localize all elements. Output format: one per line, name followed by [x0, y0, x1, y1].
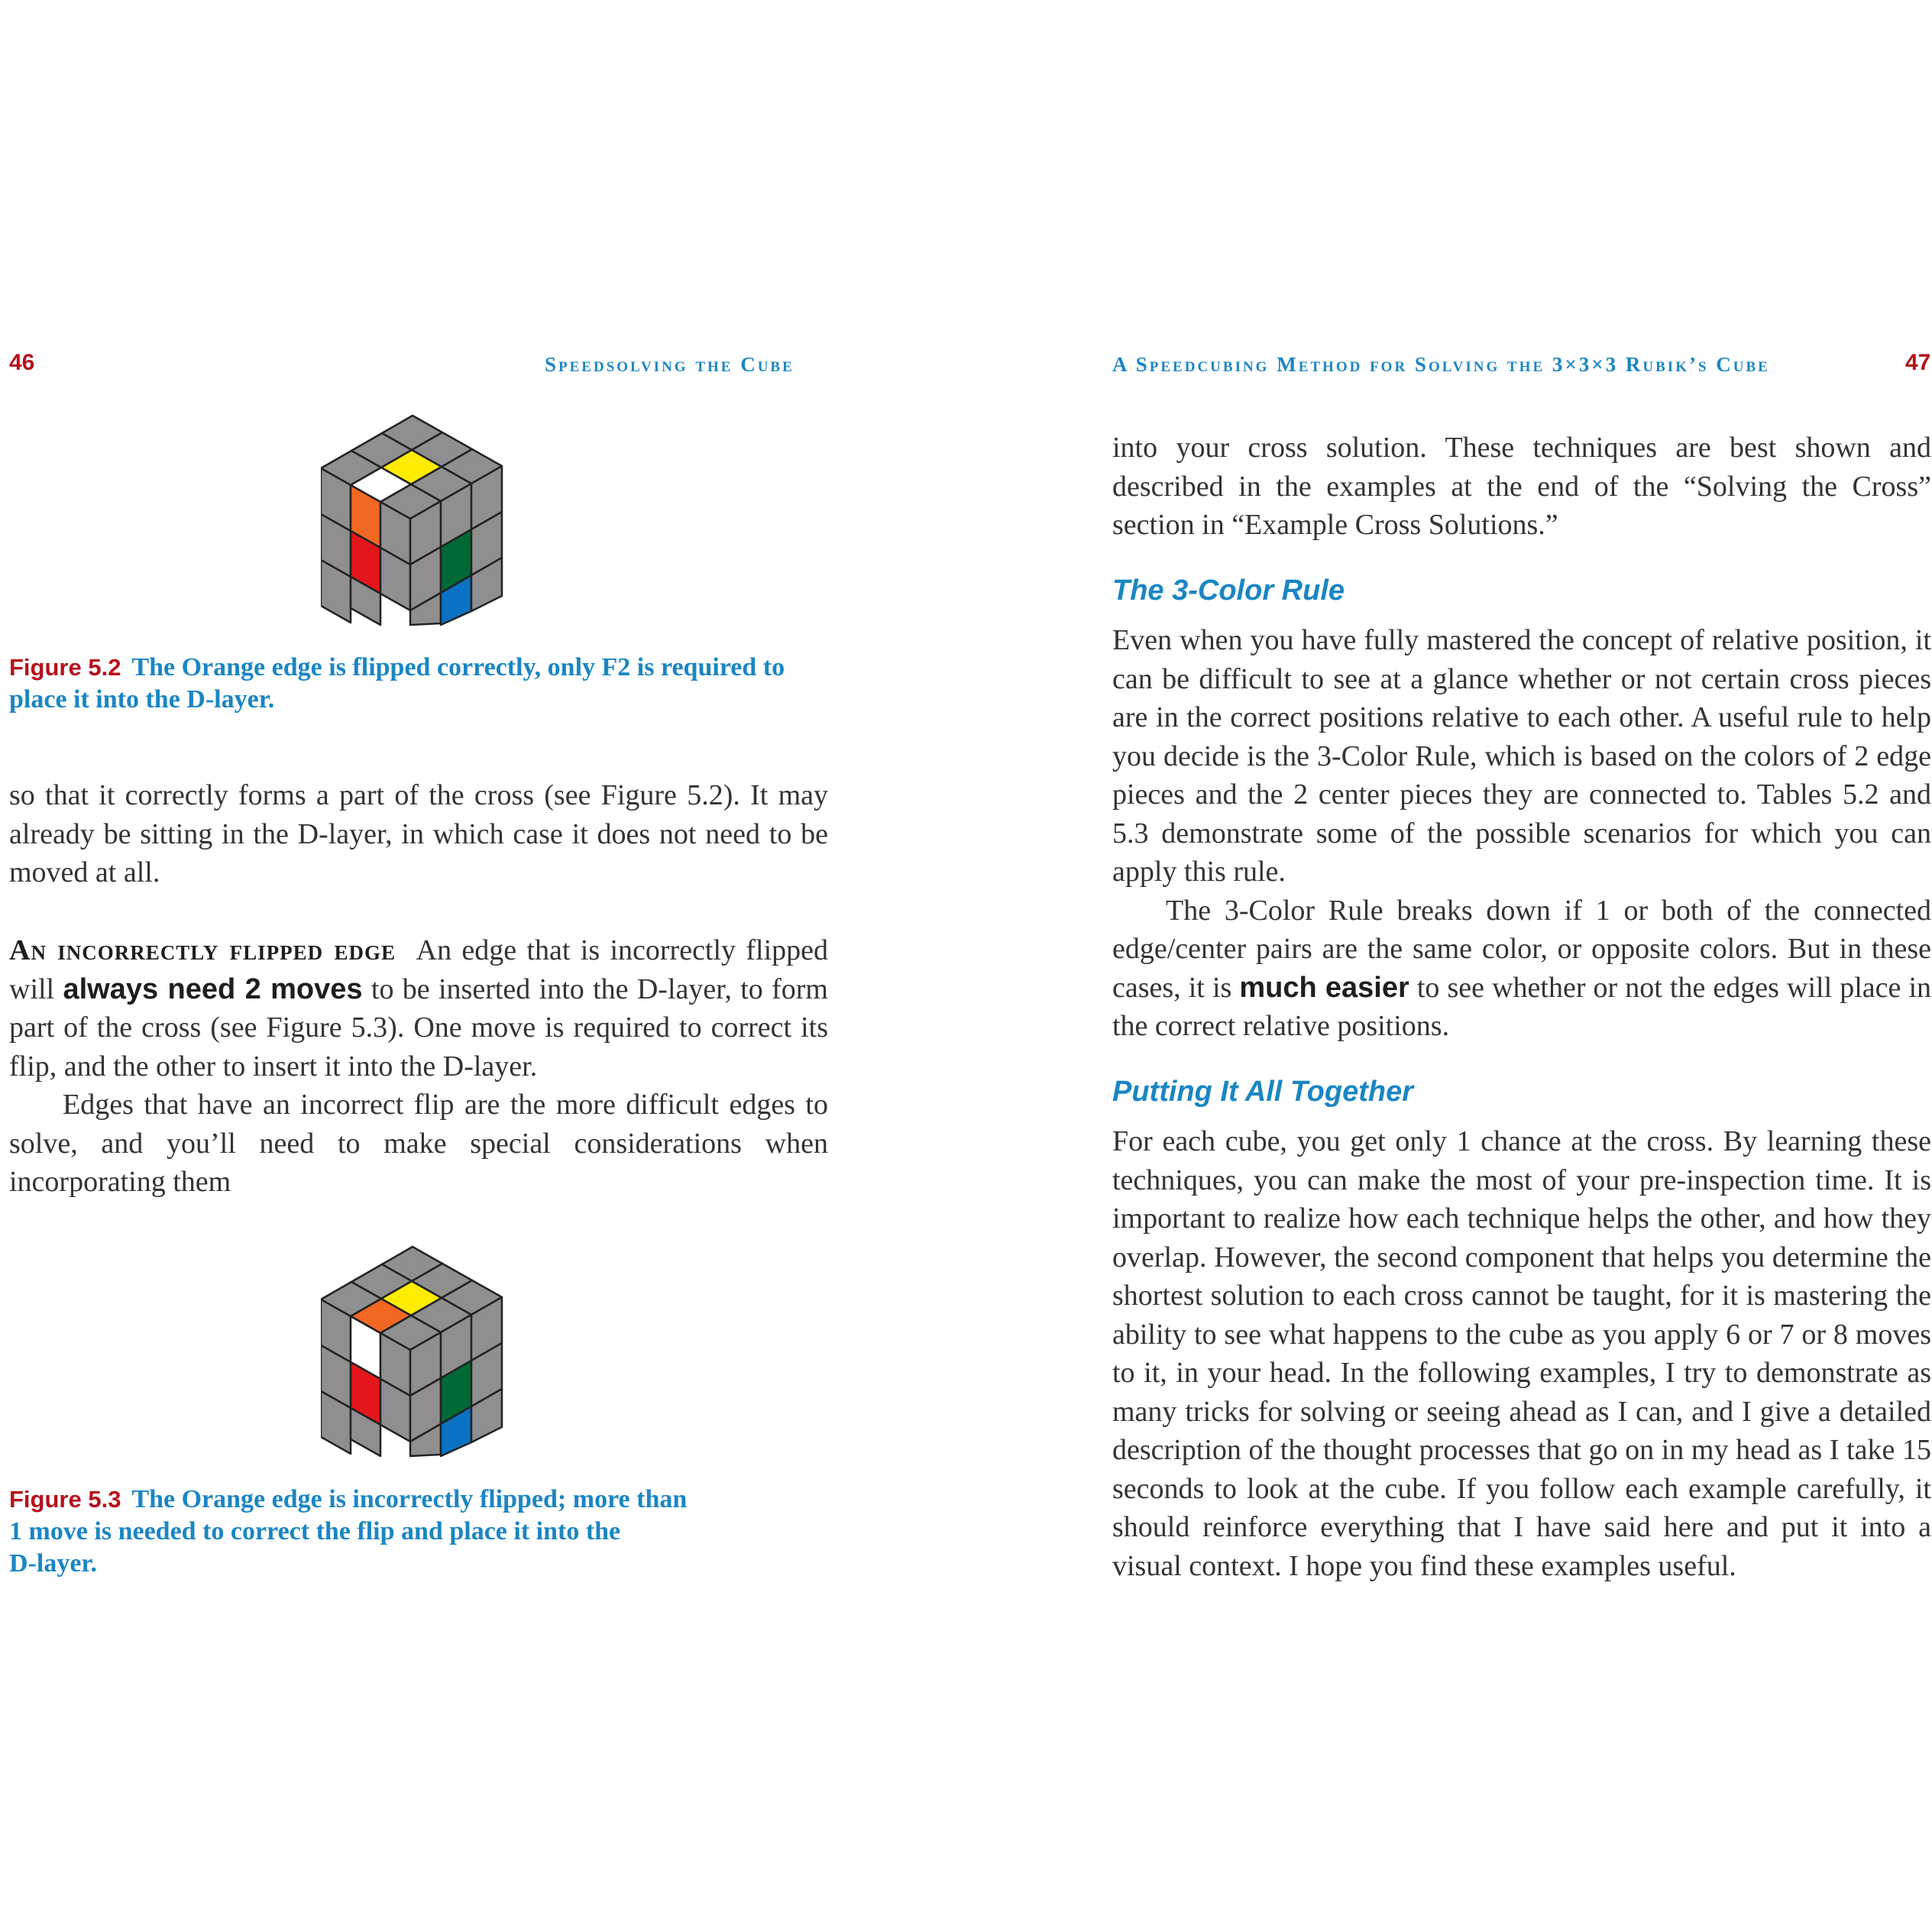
section-2-body — [1112, 1122, 1931, 1585]
section-1-paragraph-2-text-2: to see whether or not the edges will place in the correct relative positions. — [1112, 971, 1932, 1042]
right-page — [966, 0, 1932, 1932]
figure-5-3-caption-line-1: The Orange edge is incorrectly flipped; more than — [131, 1485, 688, 1513]
running-head-left: Speedsolving the Cube — [545, 353, 794, 376]
figure-5-2-label: Figure 5.2 — [9, 654, 121, 681]
figure-5-3-caption-line-2: 1 move is needed to correct the flip and place it into the — [9, 1517, 621, 1545]
figure-5-2-caption — [9, 652, 827, 716]
running-head-right: A Speedcubing Method for Solving the 3×3×3 Rubik’s Cube — [1112, 353, 1770, 376]
right-paragraph-1 — [1112, 429, 1931, 545]
section-1-paragraph-2-bold: much easier — [1239, 971, 1409, 1004]
page-number-right: 47 — [1905, 350, 1931, 375]
figure-5-3-label: Figure 5.3 — [9, 1486, 121, 1513]
figure-5-3-cube — [321, 1244, 519, 1458]
section-1-paragraph-2 — [1112, 892, 1931, 1046]
incorrect-flip-paragraph — [9, 931, 828, 1086]
section-1-paragraph-2-text-1: The 3-Color Rule breaks down if 1 or both of the connected edge/center pairs are the same color, or opposite colors. But in these cases, it is — [1112, 894, 1931, 1004]
section-heading-3-color-rule: The 3-Color Rule — [1112, 574, 1345, 607]
left-paragraph-1-text: so that it correctly forms a part of the cross (see Figure 5.2). It may already be sitting in the D-layer, in which case it does not need to be moved at all. — [9, 779, 828, 888]
figure-5-2-caption-text: The Orange edge is flipped correctly, only F2 is required to place it into the D-layer. — [9, 653, 785, 714]
section-heading-putting-it-all-together: Putting It All Together — [1112, 1076, 1414, 1108]
section-2-paragraph: For each cube, you get only 1 chance at the cross. By learning these techniques, you can make the most of your pre-inspection time. It is important to realize how each technique helps the other, and how they overlap. However, the second component that helps you determine the shortest solution to each cross cannot be taught, for it is mastering the ability to see what happens to the cube as you apply 6 or 7 or 8 moves to it, in your head. In the following examples, I try to demonstrate as many tricks for solving or seeing ahead as I can, and I give a detailed description of the thought processes that go on in my head as I take 15 seconds to look at the cube. If you follow each example carefully, it should reinforce everything that I have said here and put it into a visual context. I hope you find these examples useful. — [1112, 1125, 1931, 1582]
incorrect-flip-bold: always need 2 moves — [63, 972, 363, 1005]
left-paragraph-1 — [9, 776, 828, 892]
section-1-body — [1112, 621, 1931, 1046]
figure-5-3-caption-line-3: D-layer. — [9, 1549, 97, 1578]
figure-5-2-cube — [321, 413, 519, 626]
incorrect-flip-text-1: An edge that is incorrectly flipped will — [9, 934, 829, 1005]
incorrect-flip-text-2: to be inserted into the D-layer, to form part of the cross (see Figure 5.3). One move is required to correct its flip, and the other to insert it into the D-layer. — [9, 972, 828, 1083]
section-1-paragraph-1: Even when you have fully mastered the concept of relative position, it can be difficult to see at a glance whether or not certain cross pieces are in the correct positions relative to each other. A useful rule to help you decide is the 3-Color Rule, which is based on the colors of 2 edge pieces and the 2 center pieces they are connected to. Tables 5.2 and 5.3 demonstrate some of the possible scenarios for which you can apply this rule. — [1112, 624, 1931, 888]
figure-5-3-caption — [9, 1484, 827, 1580]
page-number-left: 46 — [9, 350, 35, 375]
right-paragraph-1-text: into your cross solution. These techniques are best shown and described in the examples at the end of the “Solving the Cross” section in “Example Cross Solutions.” — [1112, 432, 1931, 541]
left-incorrect-flip-block — [9, 931, 828, 1202]
incorrect-flip-runin: An incorrectly flipped edge — [9, 934, 396, 966]
left-paragraph-3: Edges that have an incorrect flip are the more difficult edges to solve, and you’ll need to make special considerations when incorporating them — [9, 1089, 828, 1198]
